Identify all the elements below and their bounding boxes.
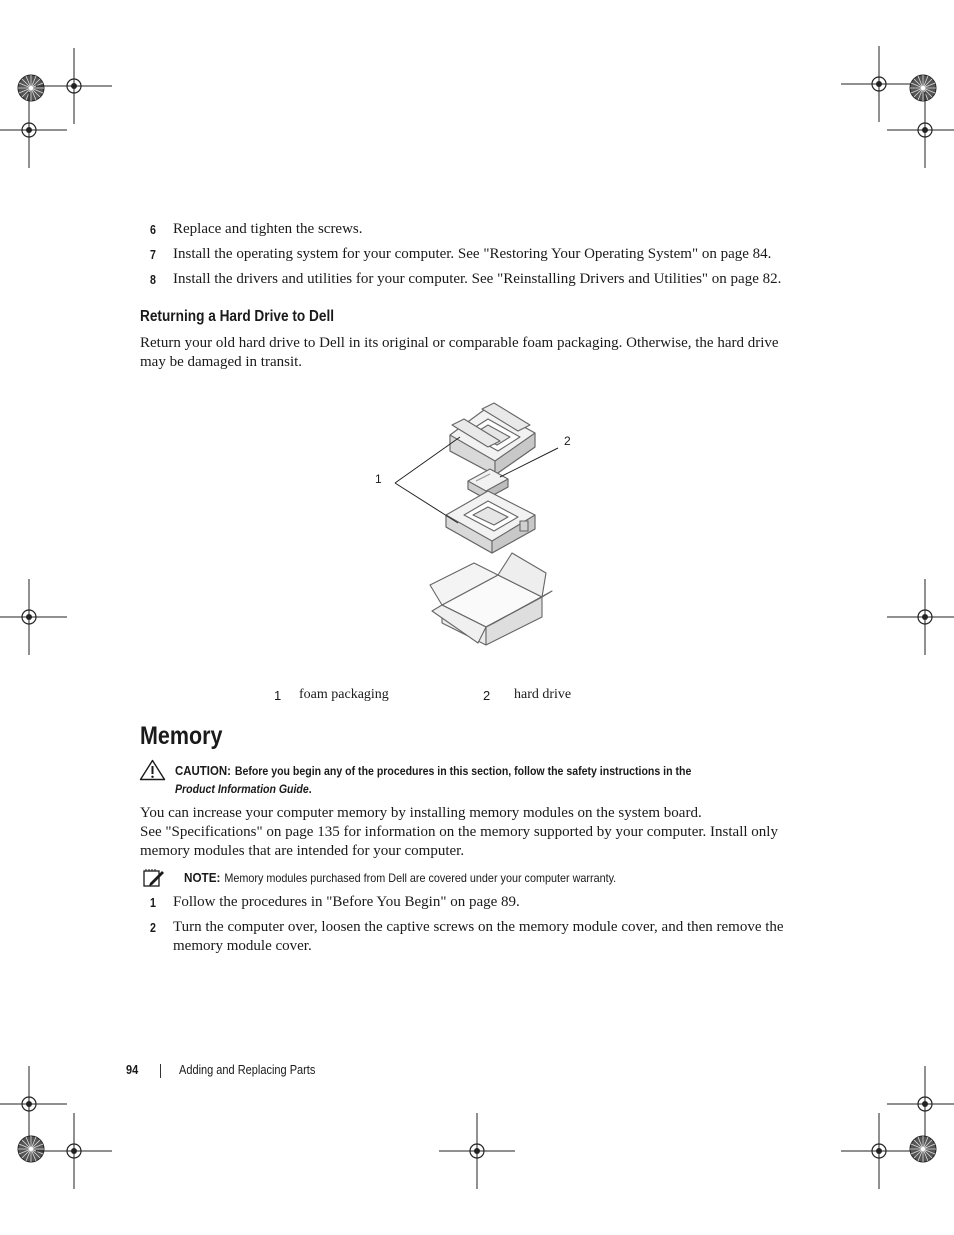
- registration-star-icon: [910, 1136, 936, 1162]
- caution-guide-title: Product Information Guide: [175, 782, 309, 796]
- step-text: Install the drivers and utilities for your computer. See "Reinstalling Drivers and Utilities" on page 82.: [173, 271, 782, 287]
- caution-text: Before you begin any of the procedures in this section, follow the safety instructions in the: [234, 764, 692, 778]
- page-number: 94: [126, 1063, 139, 1077]
- legend-number: 2: [483, 688, 491, 703]
- caution-period: .: [308, 782, 312, 796]
- step-text: Replace and tighten the screws.: [173, 221, 363, 237]
- step-number: 2: [150, 920, 156, 935]
- body-paragraph: Return your old hard drive to Dell in its original or comparable foam packaging. Otherwise, the hard drive may be damaged in transit.: [140, 335, 779, 370]
- registration-cross-icon: [36, 48, 112, 124]
- registration-star-icon: [18, 75, 44, 101]
- registration-cross-icon: [0, 579, 67, 655]
- registration-cross-icon: [887, 92, 954, 168]
- step-number: 6: [150, 222, 156, 237]
- caution-label: CAUTION:: [175, 763, 231, 778]
- registration-cross-icon: [0, 1066, 67, 1142]
- caution-block: [175, 762, 815, 798]
- legend-number: 1: [274, 688, 282, 703]
- legend-label: hard drive: [514, 687, 572, 702]
- registration-cross-icon: [0, 92, 67, 168]
- page-title: Memory: [140, 722, 223, 750]
- note-text: Memory modules purchased from Dell are covered under your computer warranty.: [224, 871, 617, 885]
- caution-icon: [139, 759, 166, 781]
- callout-number: 2: [564, 434, 571, 448]
- step-number: 1: [150, 895, 156, 910]
- registration-cross-icon: [887, 1066, 954, 1142]
- step-text: Follow the procedures in "Before You Begin" on page 89.: [173, 894, 520, 910]
- hard-drive-packaging-illustration: [370, 395, 580, 650]
- registration-star-icon: [910, 75, 936, 101]
- note-pencil-icon: [143, 868, 165, 888]
- body-paragraph-line: You can increase your computer memory by installing memory modules on the system board.: [140, 805, 702, 821]
- callout-number: 1: [375, 472, 382, 486]
- step-number: 8: [150, 272, 156, 287]
- registration-cross-icon: [841, 46, 917, 122]
- step-number: 7: [150, 247, 156, 262]
- registration-star-icon: [18, 1136, 44, 1162]
- step-text: Install the operating system for your computer. See "Restoring Your Operating System" on page 84.: [173, 246, 772, 262]
- step-text: Turn the computer over, loosen the captive screws on the memory module cover, and then remove the memory module cover.: [173, 919, 784, 954]
- footer-divider: [160, 1064, 161, 1078]
- registration-cross-icon: [36, 1113, 112, 1189]
- section-heading: Returning a Hard Drive to Dell: [140, 308, 335, 325]
- registration-cross-icon: [841, 1113, 917, 1189]
- note-label: NOTE:: [184, 870, 221, 885]
- legend-label: foam packaging: [299, 687, 389, 702]
- registration-cross-icon: [439, 1113, 515, 1189]
- note-block: [184, 869, 616, 887]
- footer-section-title: Adding and Replacing Parts: [179, 1063, 316, 1077]
- body-paragraph: See "Specifications" on page 135 for information on the memory supported by your computer. Install only memory modules that are intended for your computer.: [140, 824, 778, 859]
- registration-cross-icon: [887, 579, 954, 655]
